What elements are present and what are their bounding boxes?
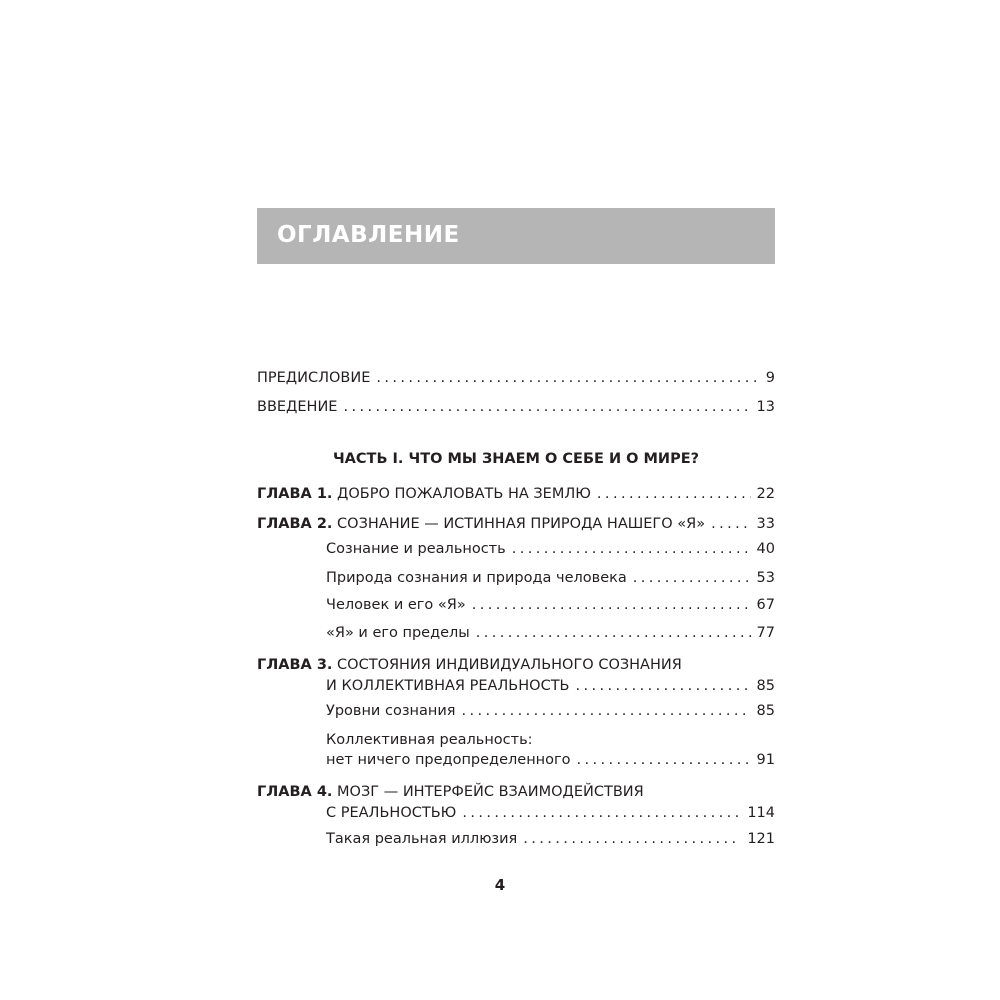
dot-leader	[343, 398, 750, 416]
chapter-title-continued: И КОЛЛЕКТИВНАЯ РЕАЛЬНОСТЬ	[326, 678, 570, 694]
dot-leader	[462, 702, 751, 720]
dot-leader	[577, 751, 751, 769]
toc-entry-title: Уровни сознания	[326, 703, 456, 719]
toc-entry-title	[257, 515, 705, 533]
chapter-label: ГЛАВА 1.	[257, 486, 333, 502]
chapter-title: МОЗГ — ИНТЕРФЕЙС ВЗАИМОДЕЙСТВИЯ	[337, 784, 644, 800]
toc-entry-section[interactable]	[326, 596, 775, 614]
part-heading: ЧАСТЬ I. ЧТО МЫ ЗНАЕМ О СЕБЕ И О МИРЕ?	[332, 451, 700, 467]
chapter-title: СОЗНАНИЕ — ИСТИННАЯ ПРИРОДА НАШЕГО «Я»	[337, 516, 706, 532]
chapter-label: ГЛАВА 2.	[257, 516, 333, 532]
toc-entry-title: ПРЕДИСЛОВИЕ	[257, 370, 371, 386]
chapter-label: ГЛАВА 4.	[257, 784, 333, 800]
toc-entry-page: 77	[756, 625, 775, 641]
toc-entry-title: «Я» и его пределы	[326, 625, 470, 641]
toc-entry-title: нет ничего предопределенного	[326, 752, 571, 768]
toc-entry-title: Человек и его «Я»	[326, 597, 466, 613]
dot-leader	[462, 804, 741, 822]
toc-entry-introduction[interactable]	[257, 398, 775, 416]
toc-entry-title	[257, 485, 591, 503]
chapter-title: СОСТОЯНИЯ ИНДИВИДУАЛЬНОГО СОЗНАНИЯ	[337, 657, 682, 673]
dot-leader	[512, 540, 751, 558]
toc-entry-page: 85	[756, 678, 775, 694]
toc-entry-page: 13	[756, 399, 775, 415]
toc-entry-title: Природа сознания и природа человека	[326, 570, 627, 586]
toc-entry-title: ВВЕДЕНИЕ	[257, 399, 338, 415]
toc-entry-chapter-3[interactable]	[326, 677, 775, 695]
toc-entry-page: 114	[747, 805, 775, 821]
toc-entry-section[interactable]	[326, 830, 775, 848]
toc-entry-chapter-1[interactable]	[257, 485, 775, 503]
toc-entry-page: 33	[756, 516, 775, 532]
dot-leader	[597, 485, 751, 503]
toc-entry-section[interactable]	[326, 569, 775, 587]
chapter-title: ДОБРО ПОЖАЛОВАТЬ НА ЗЕМЛЮ	[337, 486, 591, 502]
dot-leader	[576, 677, 751, 695]
toc-entry-section[interactable]	[326, 751, 775, 769]
dot-leader	[472, 596, 751, 614]
toc-entry-section[interactable]	[326, 702, 775, 720]
chapter-label: ГЛАВА 3.	[257, 657, 333, 673]
dot-leader	[476, 624, 751, 642]
dot-leader	[523, 830, 741, 848]
toc-entry-preface[interactable]	[257, 369, 775, 387]
toc-entry-page: 9	[765, 370, 775, 386]
toc-entry-chapter-2[interactable]	[257, 515, 775, 533]
chapter-title-continued: С РЕАЛЬНОСТЬЮ	[326, 805, 457, 821]
toc-entry-page: 22	[756, 486, 775, 502]
toc-entry-page: 91	[756, 752, 775, 768]
dot-leader	[633, 569, 751, 587]
toc-entry-page: 121	[747, 831, 775, 847]
toc-entry-chapter-4[interactable]	[326, 804, 775, 822]
toc-entry-page: 40	[756, 541, 775, 557]
toc-entry-section[interactable]	[326, 624, 775, 642]
contents-title: ОГЛАВЛЕНИЕ	[277, 222, 460, 248]
dot-leader	[376, 369, 759, 387]
contents-header-bar	[257, 208, 775, 264]
dot-leader	[711, 515, 750, 533]
toc-entry-title: Сознание и реальность	[326, 541, 506, 557]
toc-entry-page: 67	[756, 597, 775, 613]
toc-entry-page: 53	[756, 570, 775, 586]
page-number: 4	[494, 876, 506, 894]
toc-entry-title: Такая реальная иллюзия	[326, 831, 518, 847]
toc-entry-page: 85	[756, 703, 775, 719]
toc-entry-chapter-3-line1[interactable]	[257, 656, 682, 674]
toc-entry-section[interactable]	[326, 540, 775, 558]
toc-entry-section-line1[interactable]: Коллективная реальность:	[326, 732, 533, 748]
toc-entry-chapter-4-line1[interactable]	[257, 783, 644, 801]
